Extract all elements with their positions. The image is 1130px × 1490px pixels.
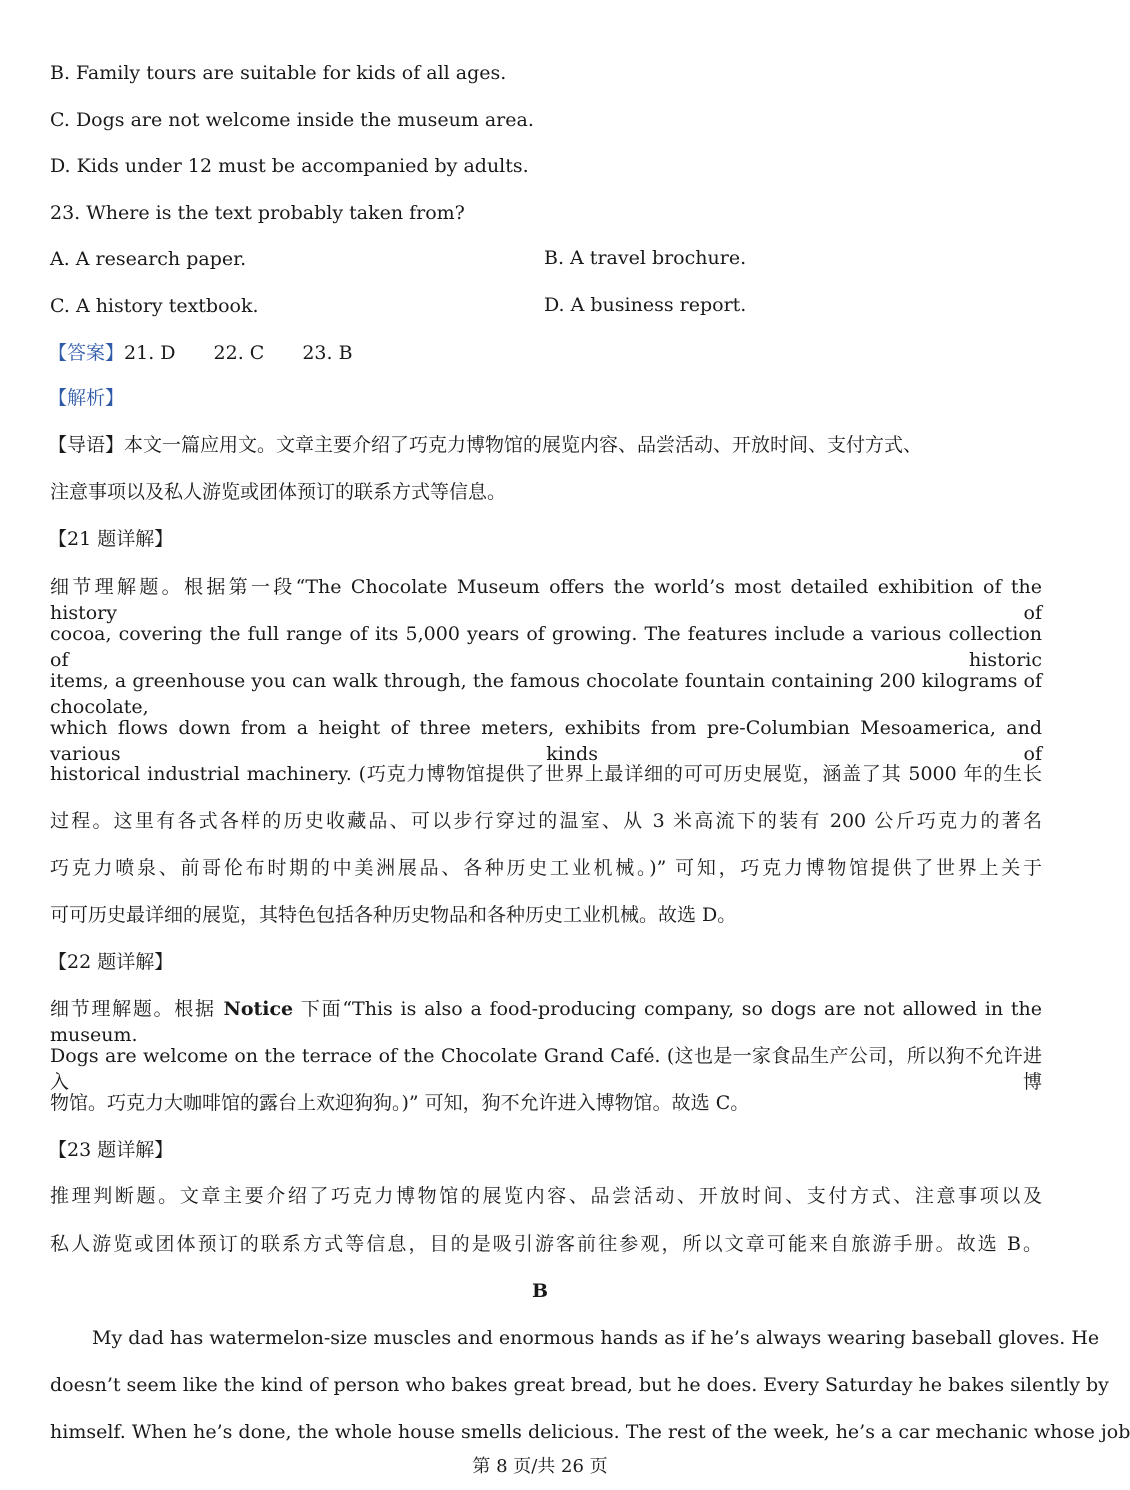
d22-line: Dogs are welcome on the terrace of the Chocolate Grand Café. (这也是一家食品生产公司，所以狗不允许进入博 xyxy=(50,1045,1042,1093)
notice-word: Notice xyxy=(223,998,294,1020)
d21-line: 过程。这里有各式各样的历史收藏品、可以步行穿过的温室、从 3 米高流下的装有 200 公斤巧克力的著名 xyxy=(50,810,1042,832)
d23-line: 私人游览或团体预订的联系方式等信息，目的是吸引游客前往参观，所以文章可能来自旅游手册。故选 B。 xyxy=(50,1233,1042,1255)
passage-b-line: doesn’t seem like the kind of person who bakes great bread, but he does. Every Saturday he bakes silently by xyxy=(50,1374,1109,1396)
q23-option-b: B. A travel brochure. xyxy=(544,247,747,269)
d23-heading: 【23 题详解】 xyxy=(48,1139,174,1161)
q23-option-a: A. A research paper. xyxy=(50,248,247,270)
answer-item: 21. D xyxy=(124,342,176,364)
q22-option-d: D. Kids under 12 must be accompanied by adults. xyxy=(50,155,529,177)
d21-line: 细节理解题。根据第一段“The Chocolate Museum offers the world’s most detailed exhibition of the history of xyxy=(50,576,1042,624)
d22-prefix: 细节理解题。根据 xyxy=(50,998,224,1020)
intro-line: 注意事项以及私人游览或团体预订的联系方式等信息。 xyxy=(50,481,507,503)
answer-item: 23. B xyxy=(302,342,353,364)
d22-suffix: 下面“This is also a food-producing company, so dogs are not allowed in the museum. xyxy=(50,998,1042,1046)
q23-option-c: C. A history textbook. xyxy=(50,295,259,317)
passage-b-heading: B xyxy=(531,1280,549,1302)
d22-line: 物馆。巧克力大咖啡馆的露台上欢迎狗狗。)” 可知，狗不允许进入博物馆。故选 C。 xyxy=(50,1092,750,1114)
q23-option-d: D. A business report. xyxy=(544,294,747,316)
q22-option-c: C. Dogs are not welcome inside the museum area. xyxy=(50,109,534,131)
q23-question: 23. Where is the text probably taken from? xyxy=(50,202,465,224)
page-footer: 第 8 页/共 26 页 xyxy=(472,1456,608,1477)
d21-line: which flows down from a height of three meters, exhibits from pre-Columbian Mesoamerica, and various kinds of xyxy=(50,717,1042,765)
d21-line: historical industrial machinery. (巧克力博物馆提供了世界上最详细的可可历史展览，涵盖了其 5000 年的生长 xyxy=(50,763,1042,785)
intro-line: 【导语】本文一篇应用文。文章主要介绍了巧克力博物馆的展览内容、品尝活动、开放时间、支付方式、 xyxy=(48,434,923,456)
answer-row xyxy=(48,340,391,366)
d22-heading: 【22 题详解】 xyxy=(48,951,174,973)
passage-b-line: My dad has watermelon-size muscles and enormous hands as if he’s always wearing baseball gloves. He xyxy=(92,1327,1100,1349)
d21-line: items, a greenhouse you can walk through, the famous chocolate fountain containing 200 kilograms of chocolate, xyxy=(50,670,1042,718)
answer-item: 22. C xyxy=(213,342,265,364)
d22-line xyxy=(50,996,1042,1046)
passage-b-line: himself. When he’s done, the whole house smells delicious. The rest of the week, he’s a car mechanic whose job xyxy=(50,1421,1130,1443)
d21-line: cocoa, covering the full range of its 5,000 years of growing. The features include a various collection of historic xyxy=(50,623,1042,671)
d21-line: 巧克力喷泉、前哥伦布时期的中美洲展品、各种历史工业机械。)” 可知，巧克力博物馆提供了世界上关于 xyxy=(50,857,1042,879)
analysis-label: 【解析】 xyxy=(48,387,125,409)
d21-heading: 【21 题详解】 xyxy=(48,528,174,550)
d23-line: 推理判断题。文章主要介绍了巧克力博物馆的展览内容、品尝活动、开放时间、支付方式、注意事项以及 xyxy=(50,1185,1042,1207)
answer-label: 【答案】 xyxy=(48,342,125,364)
d21-line: 可可历史最详细的展览，其特色包括各种历史物品和各种历史工业机械。故选 D。 xyxy=(50,904,737,926)
q22-option-b: B. Family tours are suitable for kids of all ages. xyxy=(50,62,507,84)
